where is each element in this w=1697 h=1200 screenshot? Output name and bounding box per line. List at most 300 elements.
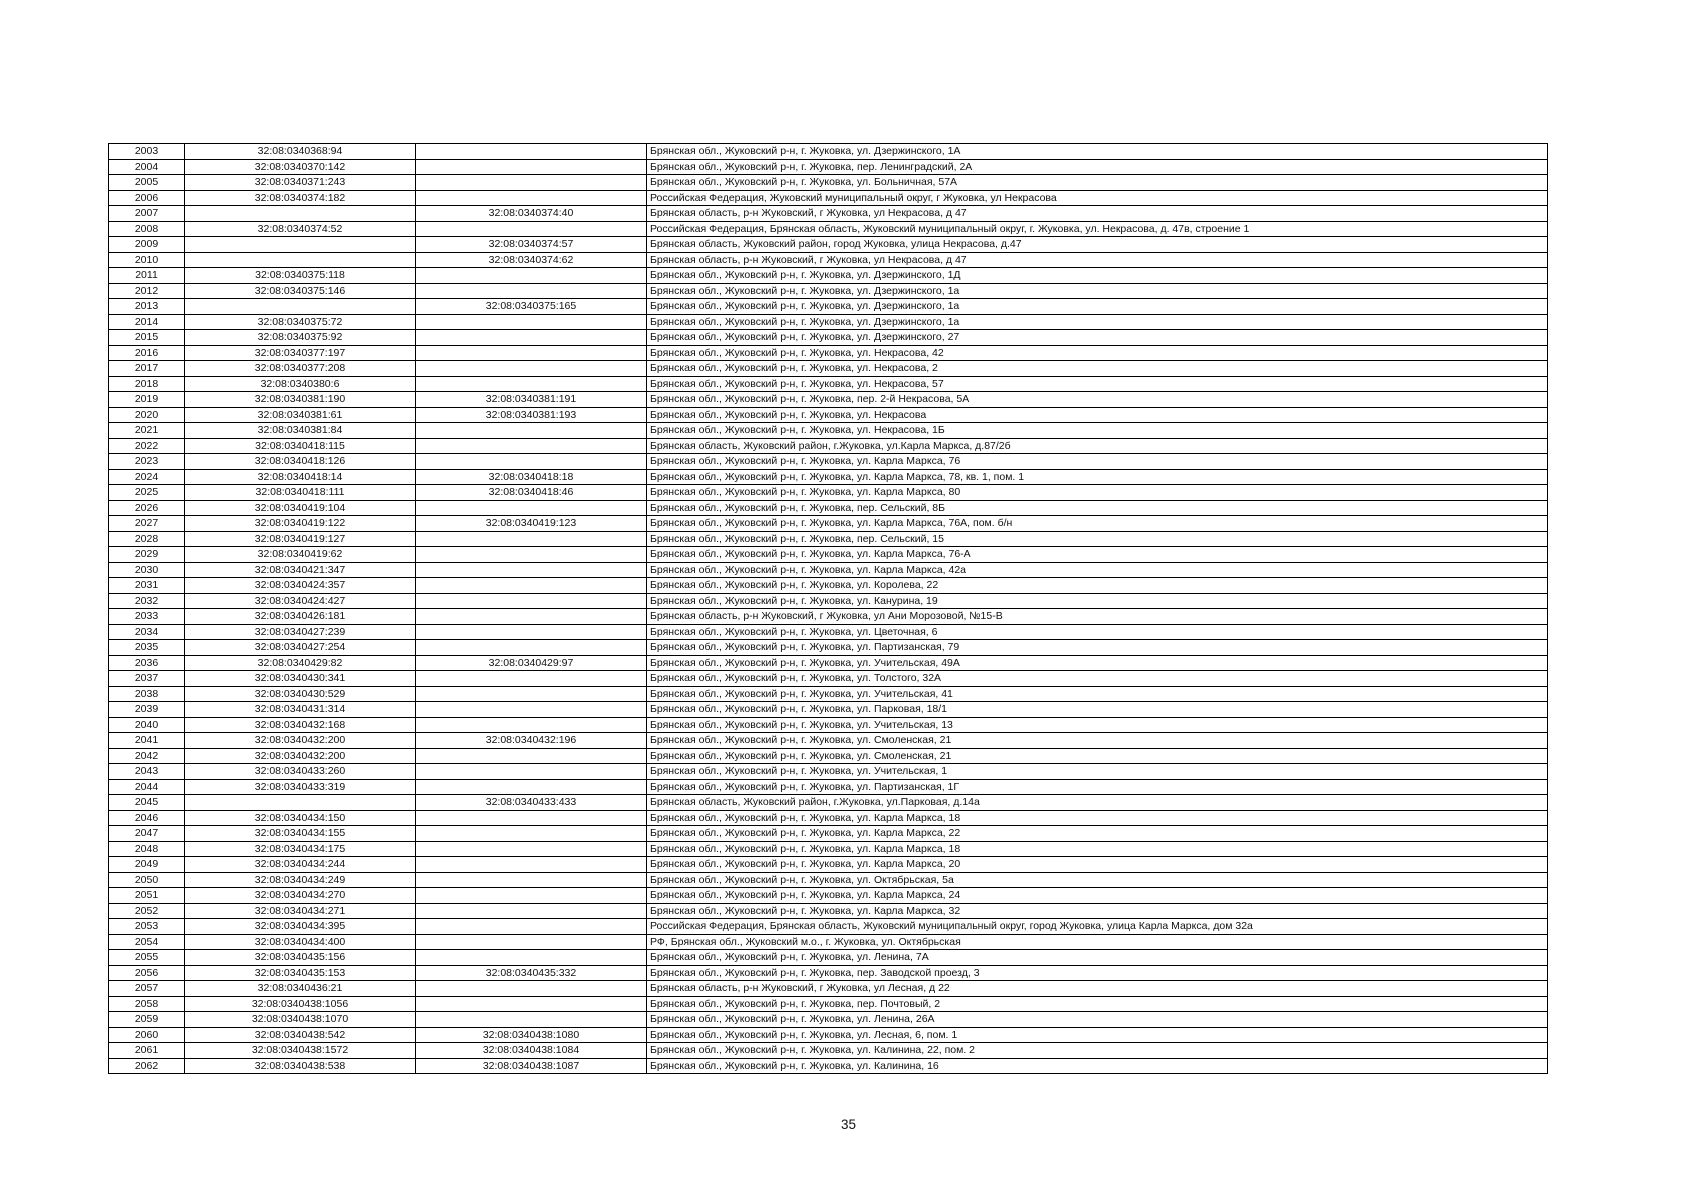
- address-cell: Брянская область, р-н Жуковский, г Жуковка, ул Некрасова, д 47: [647, 206, 1548, 222]
- address-cell: Брянская область, Жуковский район, г.Жуковка, ул.Карла Маркса, д.87/2б: [647, 438, 1548, 454]
- cadastral-number-cell: 32:08:0340421:347: [185, 562, 416, 578]
- row-number-cell: 2047: [109, 826, 185, 842]
- linked-cadastral-number-cell: [416, 981, 647, 997]
- address-cell: Брянская обл., Жуковский р-н, г. Жуковка, ул. Дзержинского, 1Д: [647, 268, 1548, 284]
- address-cell: Брянская обл., Жуковский р-н, г. Жуковка, ул. Учительская, 1: [647, 764, 1548, 780]
- table-row: [109, 779, 1548, 795]
- cadastral-number-cell: [185, 795, 416, 811]
- linked-cadastral-number-cell: 32:08:0340374:57: [416, 237, 647, 253]
- row-number-cell: 2037: [109, 671, 185, 687]
- address-cell: Брянская обл., Жуковский р-н, г. Жуковка, ул. Карла Маркса, 22: [647, 826, 1548, 842]
- table-row: [109, 965, 1548, 981]
- row-number-cell: 2005: [109, 175, 185, 191]
- cadastral-number-cell: 32:08:0340370:142: [185, 159, 416, 175]
- cadastral-number-cell: 32:08:0340434:400: [185, 934, 416, 950]
- table-row: [109, 686, 1548, 702]
- row-number-cell: 2028: [109, 531, 185, 547]
- table-row: [109, 841, 1548, 857]
- address-cell: Брянская обл., Жуковский р-н, г. Жуковка, ул. Некрасова, 57: [647, 376, 1548, 392]
- row-number-cell: 2040: [109, 717, 185, 733]
- address-cell: Брянская обл., Жуковский р-н, г. Жуковка, ул. Цветочная, 6: [647, 624, 1548, 640]
- table-row: [109, 810, 1548, 826]
- linked-cadastral-number-cell: [416, 826, 647, 842]
- row-number-cell: 2054: [109, 934, 185, 950]
- page-number: 35: [840, 1117, 857, 1132]
- address-cell: Брянская обл., Жуковский р-н, г. Жуковка, ул. Карла Маркса, 76А, пом. б/н: [647, 516, 1548, 532]
- table-row: [109, 454, 1548, 470]
- address-cell: Российская Федерация, Брянская область, Жуковский муниципальный округ, г. Жуковка, ул. Некрасова, д. 47в, строение 1: [647, 221, 1548, 237]
- linked-cadastral-number-cell: [416, 764, 647, 780]
- row-number-cell: 2004: [109, 159, 185, 175]
- linked-cadastral-number-cell: [416, 950, 647, 966]
- cadastral-number-cell: 32:08:0340429:82: [185, 655, 416, 671]
- linked-cadastral-number-cell: 32:08:0340435:332: [416, 965, 647, 981]
- address-cell: Брянская обл., Жуковский р-н, г. Жуковка, ул. Некрасова: [647, 407, 1548, 423]
- row-number-cell: 2058: [109, 996, 185, 1012]
- row-number-cell: 2030: [109, 562, 185, 578]
- row-number-cell: 2035: [109, 640, 185, 656]
- linked-cadastral-number-cell: [416, 888, 647, 904]
- address-cell: Брянская обл., Жуковский р-н, г. Жуковка, ул. Некрасова, 1Б: [647, 423, 1548, 439]
- row-number-cell: 2017: [109, 361, 185, 377]
- cadastral-number-cell: 32:08:0340374:182: [185, 190, 416, 206]
- row-number-cell: 2051: [109, 888, 185, 904]
- cadastral-number-cell: 32:08:0340380:6: [185, 376, 416, 392]
- row-number-cell: 2039: [109, 702, 185, 718]
- cadastral-number-cell: 32:08:0340374:52: [185, 221, 416, 237]
- cadastral-number-cell: 32:08:0340418:111: [185, 485, 416, 501]
- table-row: [109, 702, 1548, 718]
- row-number-cell: 2029: [109, 547, 185, 563]
- linked-cadastral-number-cell: [416, 609, 647, 625]
- address-cell: Брянская обл., Жуковский р-н, г. Жуковка, ул. Смоленская, 21: [647, 733, 1548, 749]
- linked-cadastral-number-cell: [416, 314, 647, 330]
- linked-cadastral-number-cell: [416, 376, 647, 392]
- table-row: [109, 1027, 1548, 1043]
- row-number-cell: 2044: [109, 779, 185, 795]
- cadastral-number-cell: 32:08:0340430:341: [185, 671, 416, 687]
- table-row: [109, 996, 1548, 1012]
- table-row: [109, 1058, 1548, 1074]
- table-row: [109, 361, 1548, 377]
- cadastral-number-cell: 32:08:0340381:61: [185, 407, 416, 423]
- table-row: [109, 376, 1548, 392]
- address-cell: Брянская обл., Жуковский р-н, г. Жуковка, ул. Лесная, 6, пом. 1: [647, 1027, 1548, 1043]
- cadastral-number-cell: 32:08:0340434:395: [185, 919, 416, 935]
- registry-table-body: [109, 144, 1548, 1074]
- address-cell: Брянская обл., Жуковский р-н, г. Жуковка, ул. Дзержинского, 1а: [647, 314, 1548, 330]
- linked-cadastral-number-cell: 32:08:0340418:18: [416, 469, 647, 485]
- registry-table: [108, 143, 1548, 1074]
- cadastral-number-cell: 32:08:0340438:538: [185, 1058, 416, 1074]
- cadastral-number-cell: 32:08:0340435:153: [185, 965, 416, 981]
- row-number-cell: 2060: [109, 1027, 185, 1043]
- row-number-cell: 2016: [109, 345, 185, 361]
- row-number-cell: 2033: [109, 609, 185, 625]
- address-cell: Брянская обл., Жуковский р-н, г. Жуковка, пер. Заводской проезд, 3: [647, 965, 1548, 981]
- row-number-cell: 2020: [109, 407, 185, 423]
- row-number-cell: 2062: [109, 1058, 185, 1074]
- table-row: [109, 1012, 1548, 1028]
- address-cell: Брянская область, р-н Жуковский, г Жуковка, ул Лесная, д 22: [647, 981, 1548, 997]
- row-number-cell: 2014: [109, 314, 185, 330]
- address-cell: Брянская обл., Жуковский р-н, г. Жуковка, пер. Почтовый, 2: [647, 996, 1548, 1012]
- table-row: [109, 469, 1548, 485]
- row-number-cell: 2021: [109, 423, 185, 439]
- table-row: [109, 547, 1548, 563]
- row-number-cell: 2052: [109, 903, 185, 919]
- linked-cadastral-number-cell: 32:08:0340438:1087: [416, 1058, 647, 1074]
- table-row: [109, 981, 1548, 997]
- linked-cadastral-number-cell: [416, 717, 647, 733]
- row-number-cell: 2048: [109, 841, 185, 857]
- cadastral-number-cell: 32:08:0340431:314: [185, 702, 416, 718]
- table-row: [109, 655, 1548, 671]
- linked-cadastral-number-cell: [416, 841, 647, 857]
- linked-cadastral-number-cell: [416, 919, 647, 935]
- linked-cadastral-number-cell: [416, 221, 647, 237]
- table-row: [109, 578, 1548, 594]
- address-cell: Брянская обл., Жуковский р-н, г. Жуковка, ул. Дзержинского, 1а: [647, 299, 1548, 315]
- address-cell: Брянская обл., Жуковский р-н, г. Жуковка, пер. Ленинградский, 2А: [647, 159, 1548, 175]
- cadastral-number-cell: 32:08:0340434:155: [185, 826, 416, 842]
- cadastral-number-cell: 32:08:0340433:319: [185, 779, 416, 795]
- row-number-cell: 2036: [109, 655, 185, 671]
- row-number-cell: 2050: [109, 872, 185, 888]
- address-cell: Брянская обл., Жуковский р-н, г. Жуковка, ул. Дзержинского, 1А: [647, 144, 1548, 160]
- row-number-cell: 2043: [109, 764, 185, 780]
- linked-cadastral-number-cell: [416, 686, 647, 702]
- linked-cadastral-number-cell: 32:08:0340438:1084: [416, 1043, 647, 1059]
- linked-cadastral-number-cell: [416, 857, 647, 873]
- cadastral-number-cell: 32:08:0340426:181: [185, 609, 416, 625]
- row-number-cell: 2055: [109, 950, 185, 966]
- address-cell: Брянская обл., Жуковский р-н, г. Жуковка, ул. Партизанская, 1Г: [647, 779, 1548, 795]
- cadastral-number-cell: [185, 206, 416, 222]
- row-number-cell: 2011: [109, 268, 185, 284]
- table-row: [109, 733, 1548, 749]
- address-cell: Брянская область, р-н Жуковский, г Жуковка, ул Ани Морозовой, №15-В: [647, 609, 1548, 625]
- linked-cadastral-number-cell: 32:08:0340432:196: [416, 733, 647, 749]
- table-row: [109, 283, 1548, 299]
- linked-cadastral-number-cell: [416, 934, 647, 950]
- cadastral-number-cell: 32:08:0340432:168: [185, 717, 416, 733]
- linked-cadastral-number-cell: [416, 268, 647, 284]
- linked-cadastral-number-cell: [416, 345, 647, 361]
- address-cell: Брянская область, р-н Жуковский, г Жуковка, ул Некрасова, д 47: [647, 252, 1548, 268]
- table-row: [109, 1043, 1548, 1059]
- cadastral-number-cell: 32:08:0340418:126: [185, 454, 416, 470]
- row-number-cell: 2059: [109, 1012, 185, 1028]
- table-row: [109, 438, 1548, 454]
- address-cell: Брянская обл., Жуковский р-н, г. Жуковка, ул. Дзержинского, 27: [647, 330, 1548, 346]
- row-number-cell: 2018: [109, 376, 185, 392]
- linked-cadastral-number-cell: [416, 810, 647, 826]
- table-row: [109, 423, 1548, 439]
- table-row: [109, 934, 1548, 950]
- cadastral-number-cell: 32:08:0340432:200: [185, 733, 416, 749]
- address-cell: Брянская обл., Жуковский р-н, г. Жуковка, ул. Смоленская, 21: [647, 748, 1548, 764]
- row-number-cell: 2034: [109, 624, 185, 640]
- linked-cadastral-number-cell: 32:08:0340433:433: [416, 795, 647, 811]
- table-row: [109, 330, 1548, 346]
- address-cell: Брянская область, Жуковский район, город Жуковка, улица Некрасова, д.47: [647, 237, 1548, 253]
- row-number-cell: 2026: [109, 500, 185, 516]
- cadastral-number-cell: 32:08:0340434:150: [185, 810, 416, 826]
- cadastral-number-cell: [185, 299, 416, 315]
- address-cell: Брянская обл., Жуковский р-н, г. Жуковка, ул. Карла Маркса, 18: [647, 841, 1548, 857]
- linked-cadastral-number-cell: [416, 423, 647, 439]
- address-cell: Брянская обл., Жуковский р-н, г. Жуковка, пер. Сельский, 15: [647, 531, 1548, 547]
- address-cell: Российская Федерация, Жуковский муниципальный округ, г Жуковка, ул Некрасова: [647, 190, 1548, 206]
- linked-cadastral-number-cell: [416, 144, 647, 160]
- linked-cadastral-number-cell: 32:08:0340374:40: [416, 206, 647, 222]
- table-row: [109, 268, 1548, 284]
- linked-cadastral-number-cell: [416, 640, 647, 656]
- address-cell: Брянская обл., Жуковский р-н, г. Жуковка, ул. Калинина, 22, пом. 2: [647, 1043, 1548, 1059]
- cadastral-number-cell: 32:08:0340434:244: [185, 857, 416, 873]
- address-cell: Брянская обл., Жуковский р-н, г. Жуковка, ул. Учительская, 49А: [647, 655, 1548, 671]
- cadastral-number-cell: 32:08:0340377:197: [185, 345, 416, 361]
- row-number-cell: 2045: [109, 795, 185, 811]
- address-cell: Брянская обл., Жуковский р-н, г. Жуковка, ул. Калинина, 16: [647, 1058, 1548, 1074]
- linked-cadastral-number-cell: [416, 547, 647, 563]
- linked-cadastral-number-cell: [416, 872, 647, 888]
- address-cell: Брянская обл., Жуковский р-н, г. Жуковка, ул. Учительская, 41: [647, 686, 1548, 702]
- linked-cadastral-number-cell: [416, 190, 647, 206]
- address-cell: Брянская обл., Жуковский р-н, г. Жуковка, ул. Партизанская, 79: [647, 640, 1548, 656]
- table-row: [109, 872, 1548, 888]
- cadastral-number-cell: 32:08:0340424:357: [185, 578, 416, 594]
- linked-cadastral-number-cell: 32:08:0340375:165: [416, 299, 647, 315]
- address-cell: Брянская обл., Жуковский р-н, г. Жуковка, ул. Октябрьская, 5а: [647, 872, 1548, 888]
- linked-cadastral-number-cell: [416, 671, 647, 687]
- address-cell: Брянская область, Жуковский район, г.Жуковка, ул.Парковая, д.14а: [647, 795, 1548, 811]
- address-cell: Брянская обл., Жуковский р-н, г. Жуковка, ул. Больничная, 57А: [647, 175, 1548, 191]
- table-row: [109, 640, 1548, 656]
- table-row: [109, 857, 1548, 873]
- table-row: [109, 237, 1548, 253]
- table-row: [109, 159, 1548, 175]
- table-row: [109, 624, 1548, 640]
- address-cell: Брянская обл., Жуковский р-н, г. Жуковка, ул. Карла Маркса, 32: [647, 903, 1548, 919]
- cadastral-number-cell: 32:08:0340436:21: [185, 981, 416, 997]
- linked-cadastral-number-cell: [416, 531, 647, 547]
- row-number-cell: 2038: [109, 686, 185, 702]
- table-row: [109, 516, 1548, 532]
- row-number-cell: 2032: [109, 593, 185, 609]
- linked-cadastral-number-cell: [416, 454, 647, 470]
- cadastral-number-cell: 32:08:0340438:1056: [185, 996, 416, 1012]
- table-row: [109, 252, 1548, 268]
- linked-cadastral-number-cell: [416, 1012, 647, 1028]
- address-cell: Брянская обл., Жуковский р-н, г. Жуковка, ул. Карла Маркса, 42а: [647, 562, 1548, 578]
- cadastral-number-cell: 32:08:0340434:270: [185, 888, 416, 904]
- address-cell: Брянская обл., Жуковский р-н, г. Жуковка, ул. Карла Маркса, 20: [647, 857, 1548, 873]
- linked-cadastral-number-cell: 32:08:0340381:193: [416, 407, 647, 423]
- row-number-cell: 2056: [109, 965, 185, 981]
- cadastral-number-cell: 32:08:0340368:94: [185, 144, 416, 160]
- cadastral-number-cell: 32:08:0340375:146: [185, 283, 416, 299]
- row-number-cell: 2003: [109, 144, 185, 160]
- cadastral-number-cell: 32:08:0340375:118: [185, 268, 416, 284]
- row-number-cell: 2006: [109, 190, 185, 206]
- cadastral-number-cell: 32:08:0340438:1070: [185, 1012, 416, 1028]
- linked-cadastral-number-cell: [416, 702, 647, 718]
- cadastral-number-cell: 32:08:0340438:1572: [185, 1043, 416, 1059]
- address-cell: Брянская обл., Жуковский р-н, г. Жуковка, ул. Карла Маркса, 24: [647, 888, 1548, 904]
- address-cell: Брянская обл., Жуковский р-н, г. Жуковка, ул. Королева, 22: [647, 578, 1548, 594]
- linked-cadastral-number-cell: [416, 779, 647, 795]
- linked-cadastral-number-cell: [416, 624, 647, 640]
- cadastral-number-cell: 32:08:0340430:529: [185, 686, 416, 702]
- table-row: [109, 562, 1548, 578]
- cadastral-number-cell: 32:08:0340419:62: [185, 547, 416, 563]
- table-row: [109, 950, 1548, 966]
- row-number-cell: 2049: [109, 857, 185, 873]
- address-cell: Брянская обл., Жуковский р-н, г. Жуковка, ул. Учительская, 13: [647, 717, 1548, 733]
- cadastral-number-cell: 32:08:0340434:271: [185, 903, 416, 919]
- table-row: [109, 407, 1548, 423]
- table-row: [109, 299, 1548, 315]
- table-row: [109, 345, 1548, 361]
- row-number-cell: 2015: [109, 330, 185, 346]
- address-cell: Брянская обл., Жуковский р-н, г. Жуковка, ул. Некрасова, 2: [647, 361, 1548, 377]
- table-row: [109, 717, 1548, 733]
- table-row: [109, 175, 1548, 191]
- row-number-cell: 2042: [109, 748, 185, 764]
- table-row: [109, 826, 1548, 842]
- cadastral-number-cell: 32:08:0340424:427: [185, 593, 416, 609]
- row-number-cell: 2023: [109, 454, 185, 470]
- linked-cadastral-number-cell: 32:08:0340374:62: [416, 252, 647, 268]
- table-row: [109, 919, 1548, 935]
- row-number-cell: 2010: [109, 252, 185, 268]
- table-row: [109, 531, 1548, 547]
- cadastral-number-cell: 32:08:0340375:92: [185, 330, 416, 346]
- linked-cadastral-number-cell: [416, 438, 647, 454]
- address-cell: Брянская обл., Жуковский р-н, г. Жуковка, ул. Толстого, 32А: [647, 671, 1548, 687]
- linked-cadastral-number-cell: [416, 159, 647, 175]
- cadastral-number-cell: 32:08:0340427:239: [185, 624, 416, 640]
- address-cell: Брянская обл., Жуковский р-н, г. Жуковка, ул. Карла Маркса, 76-А: [647, 547, 1548, 563]
- cadastral-number-cell: 32:08:0340434:249: [185, 872, 416, 888]
- row-number-cell: 2061: [109, 1043, 185, 1059]
- address-cell: Брянская обл., Жуковский р-н, г. Жуковка, ул. Ленина, 26А: [647, 1012, 1548, 1028]
- row-number-cell: 2024: [109, 469, 185, 485]
- address-cell: Брянская обл., Жуковский р-н, г. Жуковка, пер. Сельский, 8Б: [647, 500, 1548, 516]
- address-cell: Брянская обл., Жуковский р-н, г. Жуковка, ул. Ленина, 7А: [647, 950, 1548, 966]
- row-number-cell: 2013: [109, 299, 185, 315]
- linked-cadastral-number-cell: [416, 903, 647, 919]
- table-row: [109, 392, 1548, 408]
- linked-cadastral-number-cell: [416, 283, 647, 299]
- address-cell: РФ, Брянская обл., Жуковский м.о., г. Жуковка, ул. Октябрьская: [647, 934, 1548, 950]
- row-number-cell: 2022: [109, 438, 185, 454]
- row-number-cell: 2012: [109, 283, 185, 299]
- cadastral-number-cell: 32:08:0340434:175: [185, 841, 416, 857]
- cadastral-number-cell: 32:08:0340427:254: [185, 640, 416, 656]
- cadastral-number-cell: [185, 252, 416, 268]
- cadastral-number-cell: 32:08:0340419:122: [185, 516, 416, 532]
- address-cell: Брянская обл., Жуковский р-н, г. Жуковка, ул. Канурина, 19: [647, 593, 1548, 609]
- cadastral-number-cell: 32:08:0340375:72: [185, 314, 416, 330]
- address-cell: Брянская обл., Жуковский р-н, г. Жуковка, ул. Некрасова, 42: [647, 345, 1548, 361]
- cadastral-number-cell: 32:08:0340432:200: [185, 748, 416, 764]
- table-row: [109, 748, 1548, 764]
- cadastral-number-cell: 32:08:0340418:14: [185, 469, 416, 485]
- table-row: [109, 206, 1548, 222]
- address-cell: Брянская обл., Жуковский р-н, г. Жуковка, ул. Карла Маркса, 78, кв. 1, пом. 1: [647, 469, 1548, 485]
- cadastral-number-cell: 32:08:0340435:156: [185, 950, 416, 966]
- table-row: [109, 671, 1548, 687]
- table-row: [109, 795, 1548, 811]
- address-cell: Брянская обл., Жуковский р-н, г. Жуковка, пер. 2-й Некрасова, 5А: [647, 392, 1548, 408]
- row-number-cell: 2025: [109, 485, 185, 501]
- row-number-cell: 2027: [109, 516, 185, 532]
- linked-cadastral-number-cell: [416, 748, 647, 764]
- linked-cadastral-number-cell: 32:08:0340438:1080: [416, 1027, 647, 1043]
- table-row: [109, 190, 1548, 206]
- linked-cadastral-number-cell: 32:08:0340419:123: [416, 516, 647, 532]
- linked-cadastral-number-cell: 32:08:0340429:97: [416, 655, 647, 671]
- cadastral-number-cell: 32:08:0340377:208: [185, 361, 416, 377]
- table-row: [109, 221, 1548, 237]
- row-number-cell: 2041: [109, 733, 185, 749]
- row-number-cell: 2007: [109, 206, 185, 222]
- cadastral-number-cell: 32:08:0340433:260: [185, 764, 416, 780]
- linked-cadastral-number-cell: [416, 500, 647, 516]
- row-number-cell: 2019: [109, 392, 185, 408]
- row-number-cell: 2057: [109, 981, 185, 997]
- linked-cadastral-number-cell: [416, 578, 647, 594]
- table-row: [109, 144, 1548, 160]
- linked-cadastral-number-cell: [416, 996, 647, 1012]
- linked-cadastral-number-cell: [416, 562, 647, 578]
- cadastral-number-cell: 32:08:0340418:115: [185, 438, 416, 454]
- address-cell: Брянская обл., Жуковский р-н, г. Жуковка, ул. Дзержинского, 1а: [647, 283, 1548, 299]
- table-row: [109, 888, 1548, 904]
- cadastral-number-cell: 32:08:0340419:104: [185, 500, 416, 516]
- linked-cadastral-number-cell: [416, 361, 647, 377]
- linked-cadastral-number-cell: [416, 330, 647, 346]
- linked-cadastral-number-cell: 32:08:0340381:191: [416, 392, 647, 408]
- row-number-cell: 2046: [109, 810, 185, 826]
- table-row: [109, 593, 1548, 609]
- address-cell: Брянская обл., Жуковский р-н, г. Жуковка, ул. Карла Маркса, 76: [647, 454, 1548, 470]
- table-row: [109, 903, 1548, 919]
- address-cell: Российская Федерация, Брянская область, Жуковский муниципальный округ, город Жуковка, улица Карла Маркса, дом 32а: [647, 919, 1548, 935]
- cadastral-number-cell: 32:08:0340438:542: [185, 1027, 416, 1043]
- cadastral-number-cell: 32:08:0340381:84: [185, 423, 416, 439]
- row-number-cell: 2009: [109, 237, 185, 253]
- table-row: [109, 609, 1548, 625]
- table-row: [109, 314, 1548, 330]
- cadastral-number-cell: 32:08:0340419:127: [185, 531, 416, 547]
- linked-cadastral-number-cell: 32:08:0340418:46: [416, 485, 647, 501]
- table-row: [109, 764, 1548, 780]
- linked-cadastral-number-cell: [416, 593, 647, 609]
- linked-cadastral-number-cell: [416, 175, 647, 191]
- address-cell: Брянская обл., Жуковский р-н, г. Жуковка, ул. Парковая, 18/1: [647, 702, 1548, 718]
- cadastral-number-cell: 32:08:0340371:243: [185, 175, 416, 191]
- row-number-cell: 2008: [109, 221, 185, 237]
- row-number-cell: 2031: [109, 578, 185, 594]
- address-cell: Брянская обл., Жуковский р-н, г. Жуковка, ул. Карла Маркса, 18: [647, 810, 1548, 826]
- cadastral-number-cell: [185, 237, 416, 253]
- row-number-cell: 2053: [109, 919, 185, 935]
- table-row: [109, 500, 1548, 516]
